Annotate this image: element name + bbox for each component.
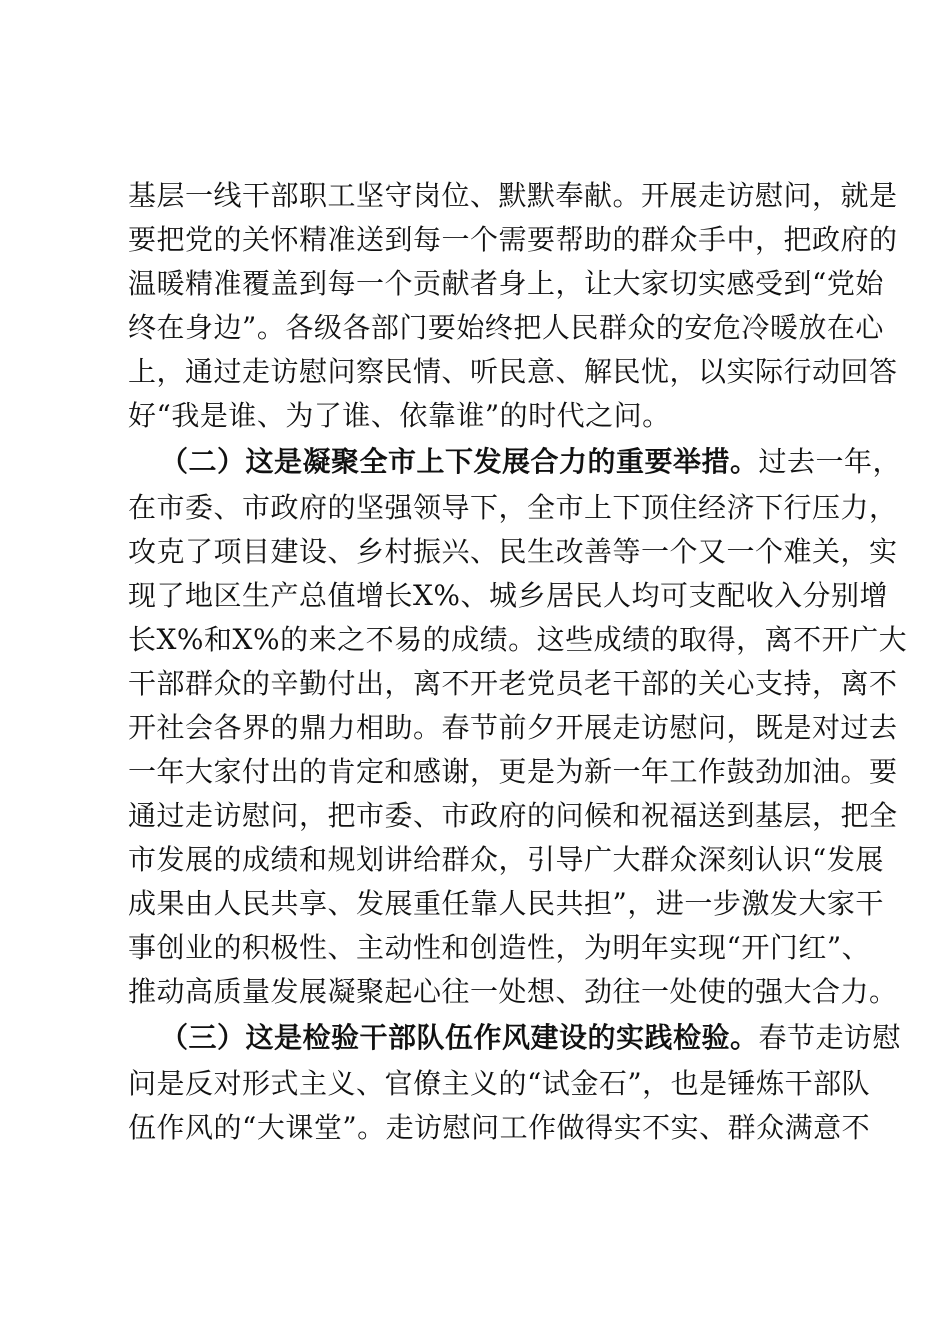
- paragraph-line: 基层一线干部职工坚守岗位、默默奉献。开展走访慰问，就是: [128, 179, 898, 212]
- paragraph-line: 成果由人民共享、发展重任靠人民共担”，进一步激发大家干: [128, 887, 884, 920]
- paragraph-line: 现了地区生产总值增长X%、城乡居民人均可支配收入分别增: [128, 579, 889, 612]
- paragraph-line: 温暖精准覆盖到每一个贡献者身上，让大家切实感受到“党始: [128, 267, 884, 300]
- paragraph-line: 攻克了项目建设、乡村振兴、民生改善等一个又一个难关，实: [128, 535, 898, 568]
- paragraph-line: 推动高质量发展凝聚起心往一处想、劲往一处使的强大合力。: [128, 975, 898, 1008]
- paragraph-line: 一年大家付出的肯定和感谢，更是为新一年工作鼓劲加油。要: [128, 755, 898, 788]
- paragraph-line: 通过走访慰问，把市委、市政府的问候和祝福送到基层，把全: [128, 799, 898, 832]
- section-heading-rest: 春节走访慰: [758, 1021, 902, 1054]
- paragraph-line: 事创业的积极性、主动性和创造性，为明年实现“开门红”、: [128, 931, 871, 964]
- paragraph-line: 市发展的成绩和规划讲给群众，引导广大群众深刻认识“发展: [128, 843, 884, 876]
- section-heading-line: [160, 440, 902, 484]
- paragraph-line: 伍作风的“大课堂”。走访慰问工作做得实不实、群众满意不: [128, 1111, 871, 1144]
- paragraph-line: 开社会各界的鼎力相助。春节前夕开展走访慰问，既是对过去: [128, 711, 898, 744]
- paragraph-line: 要把党的关怀精准送到每一个需要帮助的群众手中，把政府的: [128, 223, 898, 256]
- section-heading: （二）这是凝聚全市上下发展合力的重要举措。: [160, 445, 759, 478]
- paragraph-line: 问是反对形式主义、官僚主义的“试金石”，也是锤炼干部队: [128, 1067, 871, 1100]
- paragraph-line: 在市委、市政府的坚强领导下，全市上下顶住经济下行压力，: [128, 491, 898, 524]
- paragraph-line: 终在身边”。各级各部门要始终把人民群众的安危冷暖放在心: [128, 311, 884, 344]
- paragraph-line: 上，通过走访慰问察民情、听民意、解民忧，以实际行动回答: [128, 355, 898, 388]
- section-heading-rest: 过去一年，: [758, 445, 902, 478]
- paragraph-line: 长X%和X%的来之不易的成绩。这些成绩的取得，离不开广大: [128, 623, 908, 656]
- paragraph-line: 好“我是谁、为了谁、依靠谁”的时代之问。: [128, 399, 671, 432]
- paragraph-line: 干部群众的辛勤付出，离不开老党员老干部的关心支持，离不: [128, 667, 898, 700]
- section-heading: （三）这是检验干部队伍作风建设的实践检验。: [160, 1021, 759, 1054]
- section-heading-line: [160, 1016, 902, 1060]
